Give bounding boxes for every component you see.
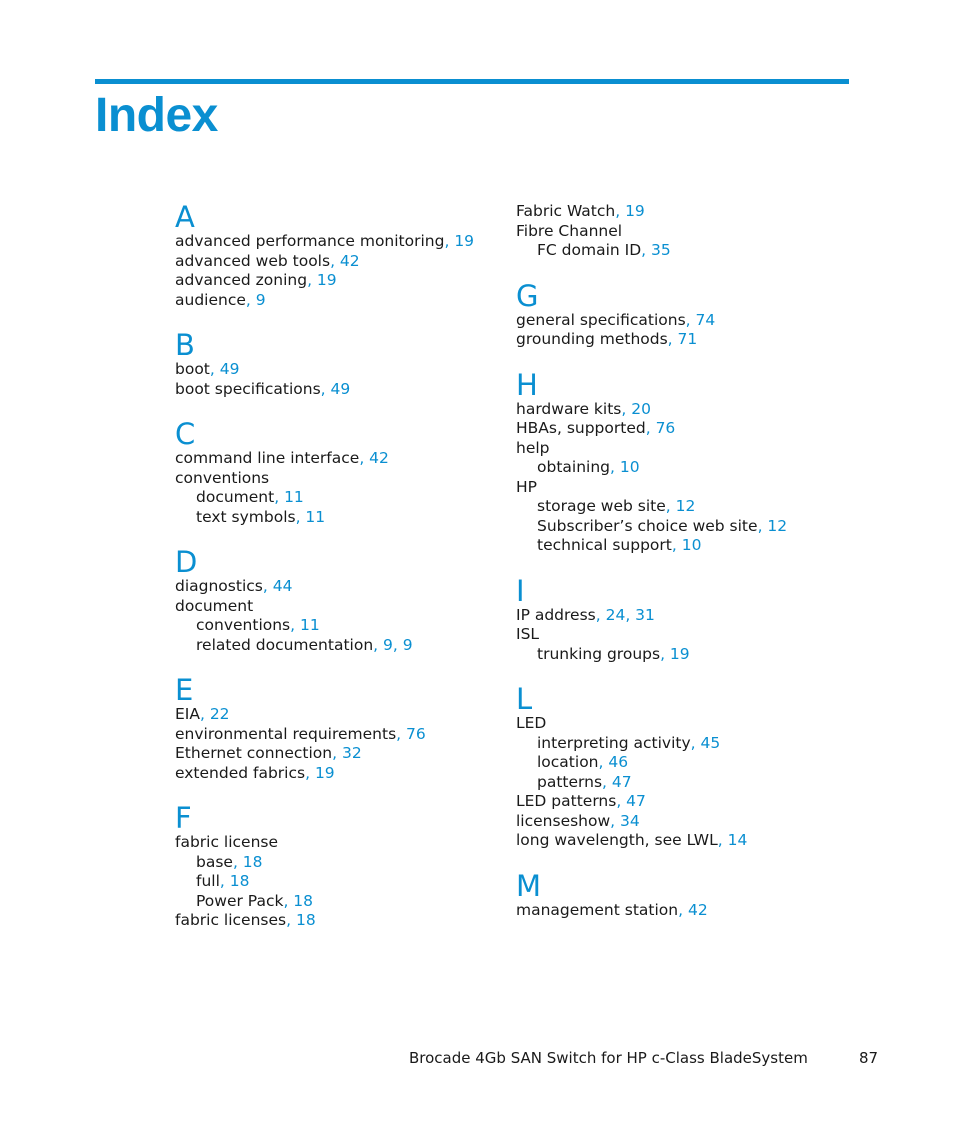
entry-term: location	[537, 753, 599, 771]
index-subentry	[175, 488, 505, 508]
index-entry	[516, 792, 846, 812]
index-column-right	[516, 202, 846, 940]
section-letter: L	[516, 682, 533, 716]
index-column-left	[175, 202, 505, 951]
index-entry	[175, 291, 505, 311]
entry-term: technical support	[537, 536, 672, 554]
index-subentry	[175, 892, 505, 912]
entry-term: storage web site	[537, 497, 666, 515]
section-letter: H	[516, 367, 538, 402]
index-entry	[175, 380, 505, 400]
page-reference-link[interactable]: , 19	[305, 763, 335, 782]
section-letter: M	[516, 868, 542, 903]
page-reference-link[interactable]: , 46	[598, 753, 629, 771]
page-number: 87	[859, 1049, 879, 1067]
index-entry	[516, 222, 846, 242]
page-reference-link[interactable]: , 11	[290, 616, 320, 634]
index-entry	[516, 330, 846, 350]
entry-term: Ethernet connection	[175, 744, 333, 762]
page-reference-link[interactable]: , 42	[359, 449, 389, 467]
entry-term: full	[196, 872, 220, 890]
entry-term: licenseshow	[516, 811, 611, 830]
entry-term: text symbols	[196, 507, 296, 526]
page-reference-link[interactable]: , 9	[245, 290, 266, 309]
entry-term: fabric license	[175, 833, 279, 851]
index-section	[516, 367, 846, 556]
entry-term: diagnostics	[175, 577, 263, 595]
page-reference-link[interactable]: , 44	[262, 577, 293, 595]
index-subentry	[175, 636, 505, 656]
index-subentry	[516, 645, 846, 665]
page-reference-link[interactable]: , 11	[295, 507, 326, 526]
page-reference-link[interactable]: , 34	[610, 811, 640, 830]
entry-term: environmental requirements	[175, 724, 397, 743]
entry-term: advanced web tools	[175, 251, 331, 270]
page-reference-link[interactable]: , 11	[274, 488, 304, 506]
index-section	[175, 330, 505, 399]
page-reference-link[interactable]: , 19	[444, 232, 475, 250]
index-entry	[175, 833, 505, 853]
index-entry	[175, 469, 505, 489]
page-reference-link[interactable]: , 10	[610, 458, 640, 476]
page-reference-link[interactable]: , 22	[199, 705, 230, 723]
entry-term: obtaining	[537, 458, 610, 476]
index-section	[175, 675, 505, 783]
index-subentry	[516, 753, 846, 773]
index-entry	[516, 714, 846, 734]
index-entry	[175, 744, 505, 764]
index-entry	[516, 202, 846, 222]
index-entry	[175, 725, 505, 745]
entry-term: IP address	[516, 605, 596, 624]
page-reference-link[interactable]: , 76	[396, 724, 426, 743]
entry-term: trunking groups	[537, 644, 661, 663]
entry-term: advanced performance monitoring	[175, 232, 445, 250]
entry-term: document	[175, 596, 254, 615]
index-section	[516, 684, 846, 851]
entry-term: Fabric Watch	[516, 202, 616, 220]
index-entry	[516, 311, 846, 331]
index-subentry	[516, 734, 846, 754]
entry-term: long wavelength, see LWL	[516, 831, 718, 849]
entry-term: base	[196, 852, 233, 871]
index-entry	[175, 577, 505, 597]
index-entry	[516, 400, 846, 420]
entry-term: extended fabrics	[175, 763, 306, 782]
entry-term: advanced zoning	[175, 271, 308, 289]
index-entry	[516, 625, 846, 645]
section-letter: A	[175, 200, 195, 234]
entry-term: EIA	[175, 705, 200, 723]
index-entry	[175, 360, 505, 380]
section-letter: F	[175, 801, 192, 835]
index-entry	[175, 252, 505, 272]
entry-term: Power Pack	[196, 891, 284, 910]
entry-term: LED	[516, 714, 547, 732]
index-entry	[175, 764, 505, 784]
page-reference-link[interactable]: , 19	[615, 202, 645, 220]
section-letter: C	[175, 417, 196, 451]
entry-term: document	[196, 488, 275, 506]
page-reference-link[interactable]: , 18	[283, 891, 314, 910]
index-section	[516, 278, 846, 350]
index-entry	[516, 606, 846, 626]
entry-term: HP	[516, 477, 538, 496]
entry-term: conventions	[196, 616, 291, 634]
index-entry	[175, 232, 505, 252]
page-reference-link[interactable]: , 32	[332, 744, 362, 762]
page-reference-link[interactable]: , 42	[330, 251, 360, 270]
index-entry	[516, 901, 846, 921]
index-section	[175, 419, 505, 527]
index-entry	[516, 419, 846, 439]
index-entry	[175, 271, 505, 291]
index-subentry	[175, 616, 505, 636]
page-reference-link[interactable]: , 18	[232, 852, 263, 871]
index-entry	[175, 597, 505, 617]
index-entry	[516, 439, 846, 459]
page-reference-link[interactable]: , 49	[320, 379, 351, 398]
section-letter: I	[516, 573, 525, 608]
entry-term: ISL	[516, 625, 540, 643]
section-letter: G	[516, 278, 539, 313]
page-reference-link[interactable]: , 12	[665, 497, 696, 515]
index-subentry	[516, 458, 846, 478]
index-subentry	[516, 536, 846, 556]
index-section	[175, 202, 505, 310]
index-section	[175, 803, 505, 931]
section-letter: E	[175, 673, 194, 707]
page-reference-link[interactable]: , 12	[757, 516, 788, 535]
page-reference-link[interactable]: , 14	[717, 831, 748, 849]
entry-term: interpreting activity	[537, 733, 691, 752]
page-reference-link[interactable]: , 19	[660, 644, 690, 663]
title-rule	[95, 79, 849, 84]
entry-term: related documentation	[196, 635, 374, 654]
section-letter: B	[175, 328, 195, 362]
page-reference-link[interactable]: , 18	[219, 872, 250, 890]
section-letter: D	[175, 545, 198, 579]
index-section	[516, 202, 846, 261]
entry-term: boot specifications	[175, 379, 321, 398]
index-subentry	[516, 241, 846, 261]
index-entry	[175, 449, 505, 469]
entry-term: Fibre Channel	[516, 221, 623, 240]
entry-term: FC domain ID	[537, 241, 642, 259]
index-subentry	[175, 853, 505, 873]
index-subentry	[516, 517, 846, 537]
entry-term: command line interface	[175, 449, 360, 467]
index-entry	[175, 705, 505, 725]
entry-term: LED patterns	[516, 792, 617, 810]
entry-term: audience	[175, 290, 246, 309]
index-section	[175, 547, 505, 655]
page-reference-link[interactable]: , 9, 9	[373, 635, 413, 654]
index-entry	[175, 911, 505, 931]
index-entry	[516, 831, 846, 851]
index-section	[516, 868, 846, 921]
page-reference-link[interactable]: , 35	[641, 241, 671, 259]
page-reference-link[interactable]: , 71	[667, 330, 698, 348]
page-reference-link[interactable]: , 42	[678, 900, 708, 919]
index-subentry	[175, 508, 505, 528]
entry-term: general specifications	[516, 310, 686, 329]
footer-text: Brocade 4Gb SAN Switch for HP c-Class BladeSystem	[409, 1049, 808, 1067]
entry-term: HBAs, supported	[516, 419, 646, 437]
index-entry	[516, 478, 846, 498]
entry-term: Subscriber’s choice web site	[537, 516, 758, 535]
entry-term: grounding methods	[516, 330, 668, 348]
index-subentry	[516, 773, 846, 793]
page-reference-link[interactable]: , 20	[621, 399, 651, 418]
page-reference-link[interactable]: , 45	[690, 733, 721, 752]
entry-term: conventions	[175, 468, 270, 487]
page-reference-link[interactable]: , 47	[616, 792, 646, 810]
entry-term: patterns	[537, 772, 603, 791]
page-reference-link[interactable]: , 76	[645, 419, 676, 437]
page-reference-link[interactable]: , 74	[685, 310, 716, 329]
entry-term: hardware kits	[516, 399, 622, 418]
index-subentry	[175, 872, 505, 892]
index-section	[516, 573, 846, 665]
page-reference-link[interactable]: , 49	[209, 360, 240, 378]
entry-term: fabric licenses	[175, 911, 287, 929]
entry-term: help	[516, 438, 550, 457]
page-reference-link[interactable]: , 19	[307, 271, 337, 289]
page-reference-link[interactable]: , 47	[602, 772, 632, 791]
entry-term: management station	[516, 900, 679, 919]
entry-term: boot	[175, 360, 210, 378]
page-reference-link[interactable]: , 24, 31	[595, 605, 655, 624]
index-subentry	[516, 497, 846, 517]
page-title: Index	[95, 89, 218, 142]
page-reference-link[interactable]: , 10	[671, 536, 702, 554]
page-reference-link[interactable]: , 18	[286, 911, 316, 929]
index-entry	[516, 812, 846, 832]
